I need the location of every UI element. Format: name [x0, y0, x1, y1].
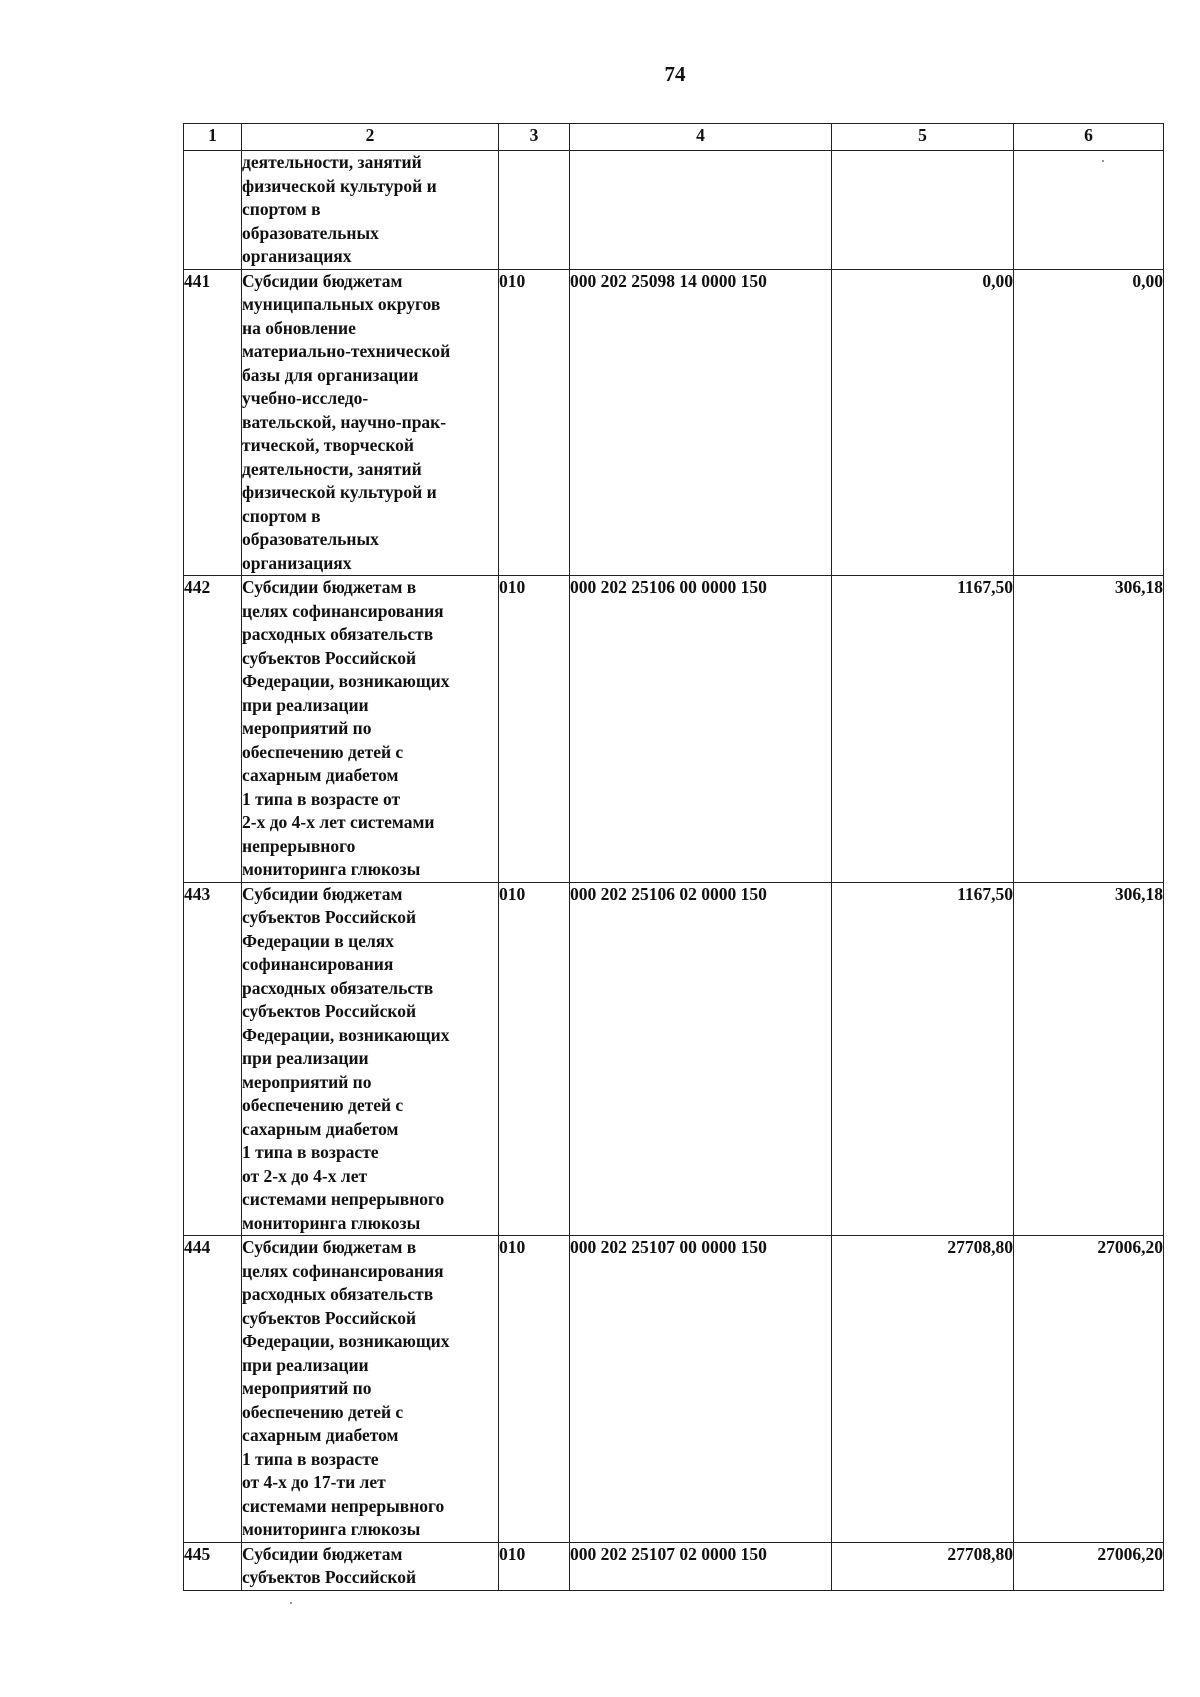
description-line: субъектов Российской [242, 647, 417, 668]
description-line: Субсидии бюджетам [242, 1543, 403, 1564]
row-value-col5: 0,00 [832, 269, 1014, 576]
description-line: обеспечению детей с [242, 1095, 404, 1115]
description-line: обеспечению детей с [242, 1401, 404, 1422]
description-line: субъектов Российской [242, 1567, 417, 1587]
description-line: на обновление [242, 317, 356, 338]
row-number: 445 [184, 1542, 242, 1590]
description-line: деятельности, занятий [242, 152, 422, 172]
budget-table [183, 123, 1164, 1591]
table-row [184, 1236, 1164, 1543]
description-line: муниципальных округов [242, 294, 441, 314]
description-line: мониторинга глюкозы [242, 1519, 421, 1539]
description-line: организациях [242, 246, 352, 266]
row-description [242, 882, 499, 1236]
table-body [184, 151, 1164, 1591]
column-header-6: 6 [1014, 124, 1164, 151]
row-number [184, 151, 242, 270]
description-line: Субсидии бюджетам в [242, 577, 417, 597]
scan-speck [1102, 160, 1104, 162]
description-line: 1 типа в возрасте [242, 1142, 379, 1162]
description-line: субъектов Российской [242, 907, 417, 927]
description-line: от 2-х до 4-х лет [242, 1165, 368, 1186]
description-line: обеспечению детей с [242, 741, 404, 762]
row-admin-code: 010 [499, 1542, 570, 1590]
description-line: мониторинга глюкозы [242, 859, 421, 879]
description-line: непрерывного [242, 835, 356, 856]
table-row [184, 151, 1164, 270]
description-line: учебно-исследо- [242, 388, 369, 408]
description-line: 2-х до 4-х лет системами [242, 812, 435, 832]
description-line: спортом в [242, 505, 321, 526]
description-line: 1 типа в возрасте от [242, 788, 401, 809]
description-line: физической культурой и [242, 482, 437, 502]
description-line: деятельности, занятий [242, 458, 422, 479]
description-line: Федерации в целях [242, 930, 395, 951]
page-number: 74 [664, 62, 686, 86]
row-number: 442 [184, 576, 242, 883]
column-header-5: 5 [832, 124, 1014, 151]
description-line: при реализации [242, 694, 369, 715]
row-description [242, 576, 499, 883]
column-header-2: 2 [242, 124, 499, 151]
row-budget-code: 000 202 25107 00 0000 150 [570, 1236, 832, 1543]
row-admin-code: 010 [499, 882, 570, 1236]
row-value-col6: 27006,20 [1014, 1542, 1164, 1590]
description-line: мониторинга глюкозы [242, 1212, 421, 1233]
description-line: системами непрерывного [242, 1189, 445, 1209]
description-line: базы для организации [242, 364, 419, 385]
description-line: Федерации, возникающих [242, 1331, 450, 1351]
description-line: мероприятий по [242, 718, 372, 738]
description-line: мероприятий по [242, 1378, 372, 1398]
row-value-col5: 1167,50 [832, 882, 1014, 1236]
row-admin-code [499, 151, 570, 270]
description-line: целях софинансирования [242, 600, 444, 621]
description-line: 1 типа в возрасте [242, 1448, 379, 1469]
description-line: Федерации, возникающих [242, 671, 450, 691]
description-line: сахарным диабетом [242, 1118, 399, 1139]
description-line: расходных обязательств [242, 977, 434, 998]
description-line: при реализации [242, 1048, 369, 1068]
row-value-col6 [1014, 151, 1164, 270]
description-line: Субсидии бюджетам в [242, 1237, 417, 1257]
description-line: тической, творческой [242, 435, 415, 455]
description-line: физической культурой и [242, 175, 437, 196]
row-budget-code: 000 202 25098 14 0000 150 [570, 269, 832, 576]
header-row [184, 124, 1164, 151]
column-header-3: 3 [499, 124, 570, 151]
description-line: целях софинансирования [242, 1260, 444, 1281]
description-line: софинансирования [242, 954, 394, 974]
column-header-1: 1 [184, 124, 242, 151]
row-number: 443 [184, 882, 242, 1236]
description-line: расходных обязательств [242, 624, 434, 644]
row-value-col6: 306,18 [1014, 882, 1164, 1236]
description-line: Субсидии бюджетам [242, 270, 403, 291]
row-budget-code: 000 202 25107 02 0000 150 [570, 1542, 832, 1590]
description-line: субъектов Российской [242, 1307, 417, 1328]
row-value-col5: 27708,80 [832, 1542, 1014, 1590]
description-line: субъектов Российской [242, 1001, 417, 1021]
row-admin-code: 010 [499, 1236, 570, 1543]
description-line: при реализации [242, 1354, 369, 1375]
description-line: Федерации, возникающих [242, 1024, 450, 1045]
row-value-col5 [832, 151, 1014, 270]
table-row [184, 882, 1164, 1236]
row-description [242, 1542, 499, 1590]
table-row [184, 269, 1164, 576]
row-description [242, 269, 499, 576]
row-description [242, 151, 499, 270]
row-value-col6: 306,18 [1014, 576, 1164, 883]
description-line: спортом в [242, 199, 321, 219]
description-line: организациях [242, 552, 352, 573]
description-line: Субсидии бюджетам [242, 883, 403, 904]
description-line: сахарным диабетом [242, 765, 399, 785]
description-line: образовательных [242, 222, 379, 243]
column-header-4: 4 [570, 124, 832, 151]
row-value-col5: 27708,80 [832, 1236, 1014, 1543]
description-line: материально-технической [242, 341, 451, 361]
row-value-col6: 27006,20 [1014, 1236, 1164, 1543]
row-admin-code: 010 [499, 269, 570, 576]
description-line: образовательных [242, 529, 379, 549]
row-number: 444 [184, 1236, 242, 1543]
table-row [184, 576, 1164, 883]
row-description [242, 1236, 499, 1543]
table-row [184, 1542, 1164, 1590]
description-line: сахарным диабетом [242, 1425, 399, 1445]
row-budget-code: 000 202 25106 02 0000 150 [570, 882, 832, 1236]
scan-speck [290, 1602, 292, 1604]
description-line: от 4-х до 17-ти лет [242, 1472, 386, 1492]
description-line: системами непрерывного [242, 1495, 445, 1516]
description-line: вательской, научно-прак- [242, 411, 447, 432]
row-number: 441 [184, 269, 242, 576]
row-value-col5: 1167,50 [832, 576, 1014, 883]
row-budget-code: 000 202 25106 00 0000 150 [570, 576, 832, 883]
row-budget-code [570, 151, 832, 270]
row-admin-code: 010 [499, 576, 570, 883]
row-value-col6: 0,00 [1014, 269, 1164, 576]
description-line: расходных обязательств [242, 1284, 434, 1304]
description-line: мероприятий по [242, 1071, 372, 1092]
